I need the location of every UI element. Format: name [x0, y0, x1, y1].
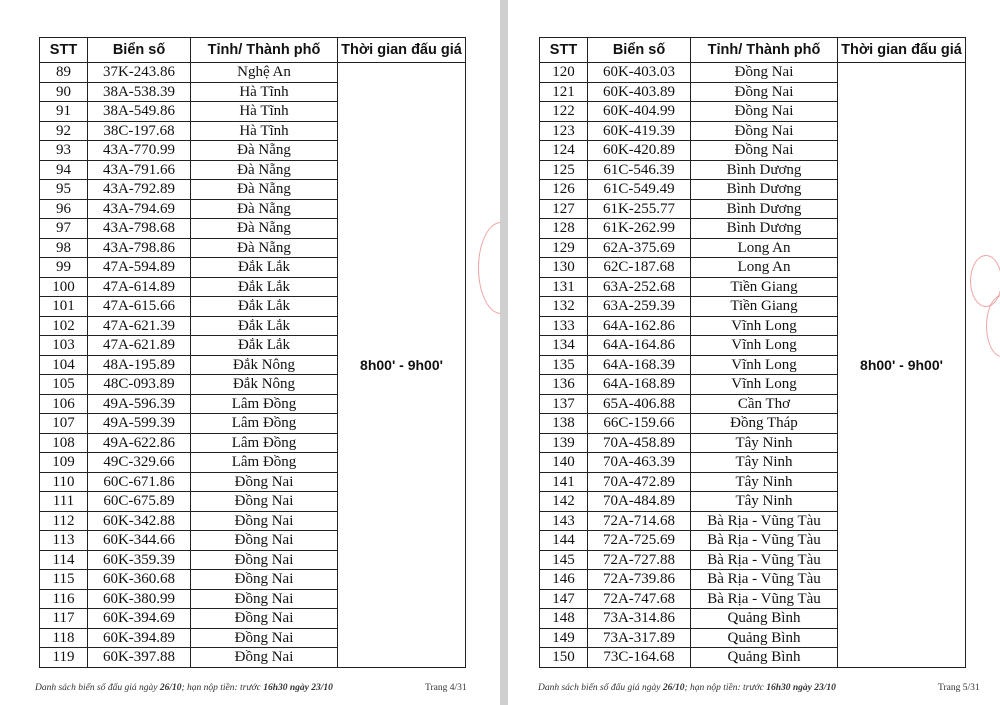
row-plate: 43A-792.89 [88, 180, 191, 200]
row-province: Lâm Đồng [191, 433, 338, 453]
row-stt: 148 [540, 609, 588, 629]
row-plate: 38A-538.39 [88, 82, 191, 102]
row-province: Quảng Bình [691, 609, 838, 629]
row-province: Bình Dương [691, 199, 838, 219]
row-stt: 146 [540, 570, 588, 590]
row-plate: 61K-262.99 [588, 219, 691, 239]
row-province: Bình Dương [691, 180, 838, 200]
row-stt: 89 [40, 63, 88, 83]
row-stt: 141 [540, 472, 588, 492]
page-footer-right [538, 683, 836, 693]
row-province: Tây Ninh [691, 492, 838, 512]
row-stt: 93 [40, 141, 88, 161]
row-plate: 64A-164.86 [588, 336, 691, 356]
row-stt: 118 [40, 628, 88, 648]
row-province: Đà Nẵng [191, 180, 338, 200]
row-plate: 37K-243.86 [88, 63, 191, 83]
row-plate: 43A-791.66 [88, 160, 191, 180]
row-stt: 126 [540, 180, 588, 200]
row-province: Bà Rịa - Vũng Tàu [691, 511, 838, 531]
row-stt: 119 [40, 648, 88, 668]
row-plate: 43A-798.68 [88, 219, 191, 239]
row-plate: 60K-420.89 [588, 141, 691, 161]
row-stt: 121 [540, 82, 588, 102]
footer-prefix: Danh sách biển số đấu giá ngày [35, 683, 160, 693]
row-plate: 47A-615.66 [88, 297, 191, 317]
header-plate: Biển số [588, 38, 691, 63]
row-stt: 145 [540, 550, 588, 570]
row-province: Bà Rịa - Vũng Tàu [691, 550, 838, 570]
row-stt: 104 [40, 355, 88, 375]
header-province: Tỉnh/ Thành phố [191, 38, 338, 63]
row-province: Đồng Nai [691, 121, 838, 141]
footer-date: 26/10 [662, 683, 685, 693]
row-plate: 63A-252.68 [588, 277, 691, 297]
row-province: Đà Nẵng [191, 238, 338, 258]
row-plate: 60K-360.68 [88, 570, 191, 590]
row-stt: 96 [40, 199, 88, 219]
row-plate: 72A-725.69 [588, 531, 691, 551]
row-stt: 112 [40, 511, 88, 531]
header-auction-time: Thời gian đấu giá [838, 38, 966, 63]
row-stt: 114 [40, 550, 88, 570]
row-stt: 110 [40, 472, 88, 492]
table-header-row [540, 38, 966, 63]
row-plate: 60K-342.88 [88, 511, 191, 531]
row-plate: 60K-403.89 [588, 82, 691, 102]
row-province: Đà Nẵng [191, 219, 338, 239]
row-province: Long An [691, 258, 838, 278]
row-plate: 49C-329.66 [88, 453, 191, 473]
row-province: Tây Ninh [691, 433, 838, 453]
row-plate: 72A-714.68 [588, 511, 691, 531]
footer-mid: ; hạn nộp tiền: trước [684, 683, 767, 693]
row-stt: 92 [40, 121, 88, 141]
row-province: Đồng Nai [191, 648, 338, 668]
footer-mid: ; hạn nộp tiền: trước [181, 683, 264, 693]
row-plate: 60C-675.89 [88, 492, 191, 512]
row-province: Bình Dương [691, 160, 838, 180]
row-plate: 70A-472.89 [588, 472, 691, 492]
row-province: Đồng Nai [691, 82, 838, 102]
row-stt: 115 [40, 570, 88, 590]
table-row [540, 63, 966, 83]
row-plate: 72A-727.88 [588, 550, 691, 570]
row-stt: 100 [40, 277, 88, 297]
row-province: Đồng Tháp [691, 414, 838, 434]
row-plate: 38A-549.86 [88, 102, 191, 122]
row-stt: 105 [40, 375, 88, 395]
row-stt: 122 [540, 102, 588, 122]
row-province: Quảng Bình [691, 628, 838, 648]
row-plate: 64A-168.39 [588, 355, 691, 375]
row-plate: 60C-671.86 [88, 472, 191, 492]
row-stt: 99 [40, 258, 88, 278]
row-stt: 149 [540, 628, 588, 648]
row-stt: 94 [40, 160, 88, 180]
row-stt: 90 [40, 82, 88, 102]
row-plate: 49A-596.39 [88, 394, 191, 414]
row-plate: 62C-187.68 [588, 258, 691, 278]
row-plate: 73C-164.68 [588, 648, 691, 668]
row-plate: 63A-259.39 [588, 297, 691, 317]
row-province: Đồng Nai [191, 570, 338, 590]
row-plate: 38C-197.68 [88, 121, 191, 141]
row-stt: 116 [40, 589, 88, 609]
row-stt: 140 [540, 453, 588, 473]
row-stt: 113 [40, 531, 88, 551]
row-stt: 101 [40, 297, 88, 317]
row-province: Vĩnh Long [691, 375, 838, 395]
row-stt: 111 [40, 492, 88, 512]
row-province: Tiền Giang [691, 297, 838, 317]
row-province: Đồng Nai [191, 550, 338, 570]
row-stt: 138 [540, 414, 588, 434]
row-stt: 106 [40, 394, 88, 414]
row-province: Đồng Nai [691, 63, 838, 83]
row-province: Bà Rịa - Vũng Tàu [691, 589, 838, 609]
header-stt: STT [540, 38, 588, 63]
row-stt: 135 [540, 355, 588, 375]
row-province: Quảng Bình [691, 648, 838, 668]
row-plate: 61K-255.77 [588, 199, 691, 219]
row-province: Đà Nẵng [191, 160, 338, 180]
row-province: Lâm Đồng [191, 394, 338, 414]
row-province: Cần Thơ [691, 394, 838, 414]
row-province: Long An [691, 238, 838, 258]
row-province: Đắk Lắk [191, 297, 338, 317]
row-stt: 103 [40, 336, 88, 356]
row-province: Đồng Nai [691, 141, 838, 161]
row-stt: 139 [540, 433, 588, 453]
row-plate: 64A-162.86 [588, 316, 691, 336]
header-stt: STT [40, 38, 88, 63]
row-plate: 43A-798.86 [88, 238, 191, 258]
row-province: Lâm Đồng [191, 414, 338, 434]
row-stt: 143 [540, 511, 588, 531]
row-stt: 98 [40, 238, 88, 258]
row-stt: 109 [40, 453, 88, 473]
auction-time-slot: 8h00' - 9h00' [838, 63, 966, 668]
row-province: Đắk Lắk [191, 277, 338, 297]
row-plate: 47A-594.89 [88, 258, 191, 278]
row-plate: 48C-093.89 [88, 375, 191, 395]
row-plate: 65A-406.88 [588, 394, 691, 414]
row-stt: 95 [40, 180, 88, 200]
row-plate: 60K-359.39 [88, 550, 191, 570]
row-province: Bình Dương [691, 219, 838, 239]
row-province: Tiền Giang [691, 277, 838, 297]
footer-date: 26/10 [159, 683, 182, 693]
row-stt: 128 [540, 219, 588, 239]
footer-deadline: 16h30 ngày 23/10 [766, 683, 836, 693]
row-province: Đắk Lắk [191, 336, 338, 356]
row-plate: 60K-394.69 [88, 609, 191, 629]
auction-plate-table-left [39, 37, 466, 668]
row-plate: 47A-614.89 [88, 277, 191, 297]
row-province: Nghệ An [191, 63, 338, 83]
table-body-right [540, 63, 966, 668]
page-number-left: Trang 4/31 [425, 683, 467, 693]
row-province: Vĩnh Long [691, 355, 838, 375]
row-plate: 43A-770.99 [88, 141, 191, 161]
row-province: Hà Tĩnh [191, 121, 338, 141]
header-auction-time: Thời gian đấu giá [338, 38, 466, 63]
row-province: Đồng Nai [191, 531, 338, 551]
row-province: Hà Tĩnh [191, 82, 338, 102]
row-plate: 60K-403.03 [588, 63, 691, 83]
auction-time-slot: 8h00' - 9h00' [338, 63, 466, 668]
row-plate: 47A-621.39 [88, 316, 191, 336]
row-plate: 70A-463.39 [588, 453, 691, 473]
row-stt: 144 [540, 531, 588, 551]
row-province: Bà Rịa - Vũng Tàu [691, 531, 838, 551]
row-stt: 97 [40, 219, 88, 239]
row-plate: 48A-195.89 [88, 355, 191, 375]
row-plate: 47A-621.89 [88, 336, 191, 356]
row-province: Lâm Đồng [191, 453, 338, 473]
row-stt: 137 [540, 394, 588, 414]
row-stt: 107 [40, 414, 88, 434]
row-stt: 120 [540, 63, 588, 83]
row-province: Đắk Lắk [191, 316, 338, 336]
row-plate: 70A-458.89 [588, 433, 691, 453]
row-province: Đà Nẵng [191, 141, 338, 161]
row-province: Đồng Nai [191, 492, 338, 512]
table-row [40, 63, 466, 83]
row-stt: 108 [40, 433, 88, 453]
row-plate: 73A-314.86 [588, 609, 691, 629]
document-page-right [508, 0, 1000, 705]
row-province: Đắk Lắk [191, 258, 338, 278]
row-province: Tây Ninh [691, 472, 838, 492]
row-province: Đà Nẵng [191, 199, 338, 219]
row-plate: 73A-317.89 [588, 628, 691, 648]
row-province: Tây Ninh [691, 453, 838, 473]
row-stt: 124 [540, 141, 588, 161]
row-province: Hà Tĩnh [191, 102, 338, 122]
table-header-row [40, 38, 466, 63]
row-province: Đồng Nai [691, 102, 838, 122]
row-stt: 91 [40, 102, 88, 122]
row-plate: 60K-404.99 [588, 102, 691, 122]
row-plate: 64A-168.89 [588, 375, 691, 395]
row-province: Đồng Nai [191, 511, 338, 531]
row-stt: 123 [540, 121, 588, 141]
row-province: Đồng Nai [191, 628, 338, 648]
footer-prefix: Danh sách biển số đấu giá ngày [538, 683, 663, 693]
row-province: Đắk Nông [191, 375, 338, 395]
page-number-right: Trang 5/31 [938, 683, 980, 693]
row-stt: 142 [540, 492, 588, 512]
row-province: Đồng Nai [191, 609, 338, 629]
row-plate: 43A-794.69 [88, 199, 191, 219]
row-plate: 60K-419.39 [588, 121, 691, 141]
row-plate: 49A-599.39 [88, 414, 191, 434]
row-stt: 150 [540, 648, 588, 668]
header-plate: Biển số [88, 38, 191, 63]
row-stt: 136 [540, 375, 588, 395]
row-stt: 133 [540, 316, 588, 336]
footer-deadline: 16h30 ngày 23/10 [263, 683, 333, 693]
row-plate: 72A-739.86 [588, 570, 691, 590]
row-stt: 125 [540, 160, 588, 180]
row-stt: 131 [540, 277, 588, 297]
row-stt: 130 [540, 258, 588, 278]
row-province: Đồng Nai [191, 589, 338, 609]
auction-plate-table-right [539, 37, 966, 668]
row-plate: 62A-375.69 [588, 238, 691, 258]
row-plate: 70A-484.89 [588, 492, 691, 512]
row-plate: 72A-747.68 [588, 589, 691, 609]
row-plate: 61C-549.49 [588, 180, 691, 200]
row-stt: 127 [540, 199, 588, 219]
row-province: Bà Rịa - Vũng Tàu [691, 570, 838, 590]
row-province: Vĩnh Long [691, 336, 838, 356]
row-plate: 61C-546.39 [588, 160, 691, 180]
row-province: Vĩnh Long [691, 316, 838, 336]
row-stt: 132 [540, 297, 588, 317]
row-stt: 117 [40, 609, 88, 629]
row-plate: 49A-622.86 [88, 433, 191, 453]
page-gutter [500, 0, 508, 705]
header-province: Tỉnh/ Thành phố [691, 38, 838, 63]
row-stt: 134 [540, 336, 588, 356]
row-province: Đắk Nông [191, 355, 338, 375]
row-stt: 147 [540, 589, 588, 609]
row-plate: 60K-394.89 [88, 628, 191, 648]
row-plate: 66C-159.66 [588, 414, 691, 434]
row-province: Đồng Nai [191, 472, 338, 492]
row-plate: 60K-380.99 [88, 589, 191, 609]
row-plate: 60K-344.66 [88, 531, 191, 551]
table-body-left [40, 63, 466, 668]
page-footer-left [35, 683, 333, 693]
row-stt: 102 [40, 316, 88, 336]
row-stt: 129 [540, 238, 588, 258]
row-plate: 60K-397.88 [88, 648, 191, 668]
